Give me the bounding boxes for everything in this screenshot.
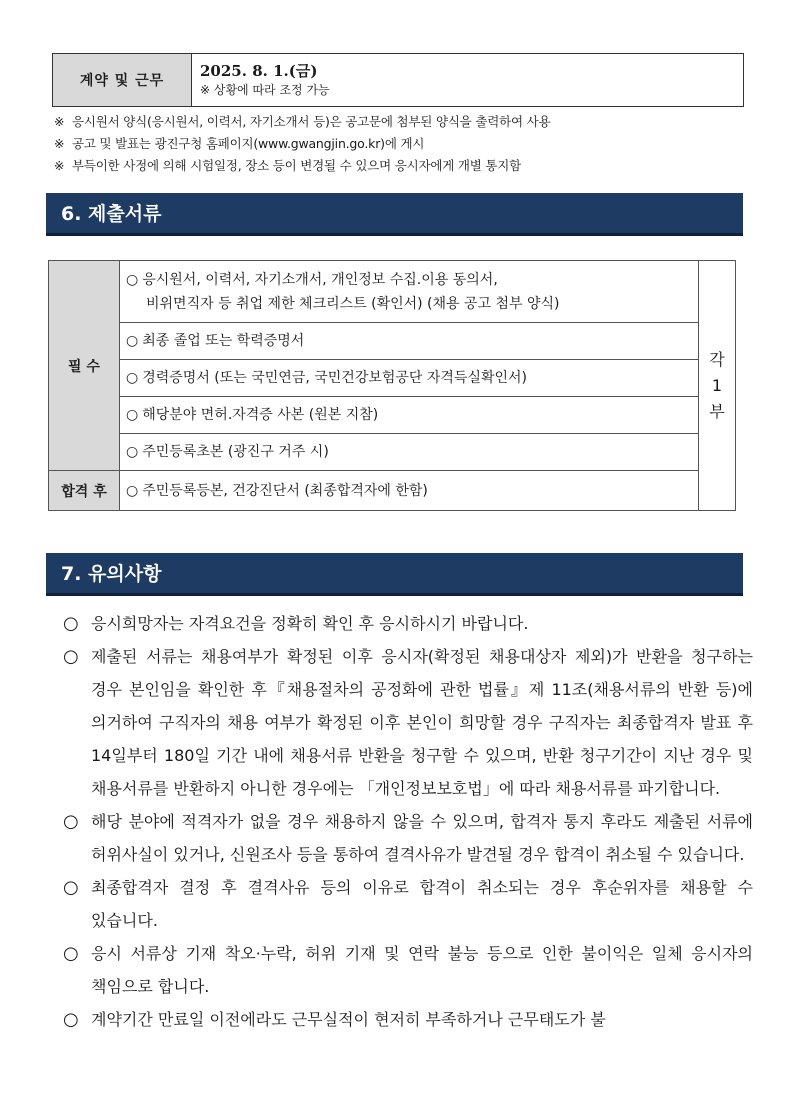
notice-item [63,805,753,871]
note-item [54,155,754,177]
note-item [54,111,754,133]
required-item-text: 비위면직자 등 취업 제한 체크리스트 (확인서) (채용 공고 첨부 양식) [146,295,560,312]
after-pass-item [120,471,699,511]
required-item [120,323,699,360]
required-label: 필 수 [49,261,120,471]
circle-bullet: ○ [126,271,139,288]
note-mark: ※ [54,158,65,173]
required-item-text: 경력증명서 (또는 국민연금, 국민건강보험공단 자격득실확인서) [142,370,528,386]
circle-bullet: ○ [63,613,79,634]
required-item-text: 응시원서, 이력서, 자기소개서, 개인정보 수집.이용 동의서, [142,271,498,288]
required-item [120,434,699,471]
each-char: 1 [711,375,723,395]
circle-bullet: ○ [63,877,79,898]
circle-bullet: ○ [126,370,139,386]
contract-table [52,53,744,107]
note-text: 공고 및 발표는 광진구청 홈페이지(www.gwangjin.go.kr)에 게시 [72,136,425,151]
circle-bullet: ○ [126,333,139,349]
circle-bullet: ○ [63,646,79,667]
circle-bullet: ○ [63,943,79,964]
circle-bullet: ○ [126,407,139,423]
notice-text: 제출된 서류는 채용여부가 확정된 이후 응시자(확정된 채용대상자 제외)가 반환을 청구하는 경우 본인임을 확인한 후『채용절차의 공정화에 관한 법률』제 11조(채용서류의 반환 등)에 의거하여 구직자의 채용 여부가 확정된 이후 본인이 희망할 경우 구직자는 최종합격자 발표 후 14일부터 180일 기간 내에 채용서류 반환을 청구할 수 있으며, 반환 청구기간이 지난 경우 및 채용서류를 반환하지 아니한 경우에는 「개인정보보호법」에 따라 채용서류를 파기합니다. [91,647,753,798]
contract-date: 2025. 8. 1.(금) [200,62,318,80]
note-mark: ※ [54,114,65,129]
notice-text: 최종합격자 결정 후 결격사유 등의 이유로 합격이 취소되는 경우 후순위자를 채용할 수 있습니다. [91,878,753,930]
notice-text: 응시희망자는 자격요건을 정확히 확인 후 응시하시기 바랍니다. [91,614,529,633]
note-mark: ※ [54,136,65,151]
notice-text: 계약기간 만료일 이전에라도 근무실적이 현저히 부족하거나 근무태도가 불 [91,1010,606,1029]
required-item [120,397,699,434]
circle-bullet: ○ [63,1009,79,1030]
each-one-copy-label [699,261,736,511]
reference-notes [54,111,754,177]
documents-table [48,260,736,511]
after-pass-label: 합격 후 [49,471,120,511]
notice-item [63,1003,753,1036]
note-item [54,133,754,155]
section-6-header: 6. 제출서류 [46,193,743,236]
required-item-text: 최종 졸업 또는 학력증명서 [142,333,305,349]
note-text: 응시원서 양식(응시원서, 이력서, 자기소개서 등)은 공고문에 첨부된 양식을 출력하여 사용 [72,114,551,129]
notices-list [63,607,753,1036]
notice-text: 해당 분야에 적격자가 없을 경우 채용하지 않을 수 있으며, 합격자 통지 후라도 제출된 서류에 허위사실이 있거나, 신원조사 등을 통하여 결격사유가 발견될 경우 합격이 취소될 수 있습니다. [91,812,753,864]
each-char: 부 [709,401,725,421]
notice-text: 응시 서류상 기재 착오·누락, 허위 기재 및 연락 불능 등으로 인한 불이익은 일체 응시자의 책임으로 합니다. [91,944,753,996]
required-item [120,261,699,323]
required-item [120,360,699,397]
notice-item [63,640,753,805]
required-item-text: 해당분야 면허.자격증 사본 (원본 지참) [142,407,379,423]
notice-item [63,871,753,937]
notice-item [63,937,753,1003]
after-pass-item-text: 주민등록등본, 건강진단서 (최종합격자에 한함) [142,482,428,499]
required-item-text: 주민등록초본 (광진구 거주 시) [142,444,329,460]
section-7-header: 7. 유의사항 [46,553,743,596]
contract-value-cell [192,54,744,107]
notice-item [63,607,753,640]
contract-label: 계약 및 근무 [53,54,192,107]
circle-bullet: ○ [126,482,139,499]
note-text: 부득이한 사정에 의해 시험일정, 장소 등이 변경될 수 있으며 응시자에게 개별 통지함 [72,158,522,173]
circle-bullet: ○ [63,811,79,832]
contract-note: ※ 상황에 따라 조정 가능 [200,83,330,97]
each-char: 각 [709,349,725,369]
circle-bullet: ○ [126,444,139,460]
